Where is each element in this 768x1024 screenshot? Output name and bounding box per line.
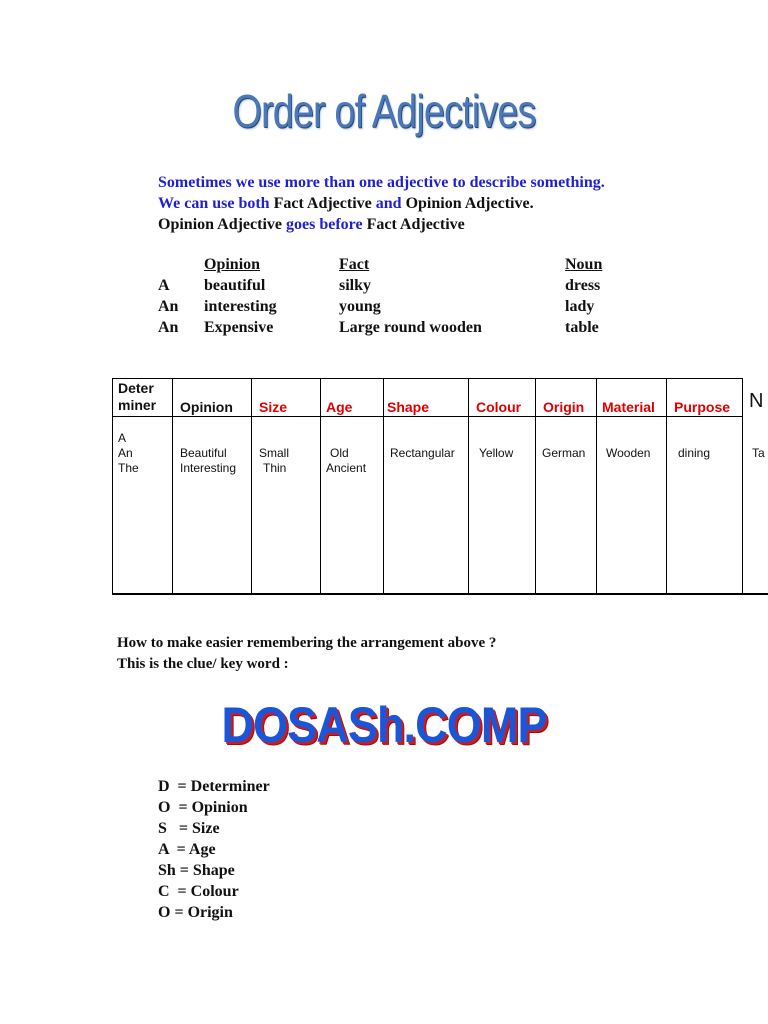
intro-line-2 (158, 193, 534, 214)
example-noun: lady (565, 298, 595, 315)
page-title: Order of Adjectives (232, 85, 536, 137)
cell-age-ancient: Ancient (326, 461, 367, 475)
header-origin: Origin (543, 399, 585, 415)
cell-age-old: Old (330, 446, 349, 460)
legend-list (158, 776, 270, 923)
cell-opinion (180, 446, 236, 476)
cell-shape: Rectangular (390, 446, 455, 460)
header-purpose: Purpose (674, 399, 731, 415)
header-age: Age (326, 399, 353, 415)
example-fact: young (339, 298, 381, 315)
header-noun: N (749, 390, 764, 412)
table-col-line (535, 378, 536, 595)
cell-noun: Ta (752, 446, 765, 460)
example-noun: dress (565, 277, 601, 294)
example-opinion: interesting (204, 298, 277, 315)
legend-item: S = Size (158, 820, 220, 837)
header-determiner-2: miner (118, 397, 157, 413)
cell-determiner (118, 431, 139, 476)
table-col-line (383, 378, 384, 595)
cell-size (259, 446, 289, 476)
cell-determiner-a: A (118, 431, 127, 445)
intro-line-1: Sometimes we use more than one adjective to describe something. (158, 174, 605, 191)
table-col-line (112, 378, 113, 595)
examples-header-fact: Fact (339, 256, 370, 273)
table-col-line (742, 378, 743, 595)
cell-colour: Yellow (479, 446, 514, 460)
header-size: Size (259, 399, 288, 415)
cell-size-thin: Thin (263, 461, 287, 475)
intro-line-3-a: Opinion Adjective (158, 216, 283, 233)
intro-line-2-a: We can use both (158, 195, 270, 212)
legend-item: O = Origin (158, 904, 233, 921)
legend-item: D = Determiner (158, 778, 270, 795)
example-opinion: beautiful (204, 277, 266, 294)
example-noun: table (565, 319, 599, 336)
header-determiner (118, 380, 156, 414)
example-det: An (158, 319, 179, 336)
intro-line-3-c: Fact Adjective (366, 216, 465, 233)
intro-line-3-b: goes before (286, 216, 363, 233)
intro-line-3 (158, 214, 465, 235)
table-border-bottom (112, 593, 768, 595)
cell-determiner-an: An (118, 446, 133, 460)
cell-purpose: dining (678, 446, 711, 460)
cell-material: Wooden (606, 446, 651, 460)
header-material: Material (602, 399, 655, 415)
clue-line-2: This is the clue/ key word : (117, 656, 289, 672)
example-fact: silky (339, 277, 372, 294)
example-opinion: Expensive (204, 319, 274, 336)
header-determiner-1: Deter (118, 380, 154, 396)
table-col-line (468, 378, 469, 595)
cell-opinion-interesting: Interesting (180, 461, 237, 475)
header-colour: Colour (476, 399, 522, 415)
cell-age (326, 446, 366, 476)
table-col-line (251, 378, 252, 595)
example-det: A (158, 277, 170, 294)
cell-opinion-beautiful: Beautiful (180, 446, 227, 460)
legend-item: A = Age (158, 841, 216, 858)
example-fact: Large round wooden (339, 319, 482, 336)
keyword-banner: DOSASh.COMP (221, 697, 547, 753)
table-border-top (112, 378, 742, 379)
order-table (112, 378, 768, 596)
examples-header-noun: Noun (565, 256, 603, 273)
legend-item: O = Opinion (158, 799, 248, 816)
cell-determiner-the: The (118, 461, 139, 475)
header-opinion: Opinion (180, 399, 233, 415)
cell-size-small: Small (259, 446, 290, 460)
example-det: An (158, 298, 179, 315)
table-col-line (172, 378, 173, 595)
legend-item: C = Colour (158, 883, 239, 900)
legend-item: Sh = Shape (158, 862, 235, 879)
intro-line-2-d: Opinion Adjective. (405, 195, 534, 212)
table-col-line (596, 378, 597, 595)
table-col-line (666, 378, 667, 595)
intro-line-2-b: Fact Adjective (273, 195, 372, 212)
header-shape: Shape (387, 399, 430, 415)
clue-line-1: How to make easier remembering the arrangement above ? (117, 635, 497, 651)
intro-line-2-c: and (375, 195, 402, 212)
table-col-line (320, 378, 321, 595)
table-header-divider (112, 416, 742, 417)
examples-header-opinion: Opinion (204, 256, 261, 273)
cell-origin: German (542, 446, 586, 460)
